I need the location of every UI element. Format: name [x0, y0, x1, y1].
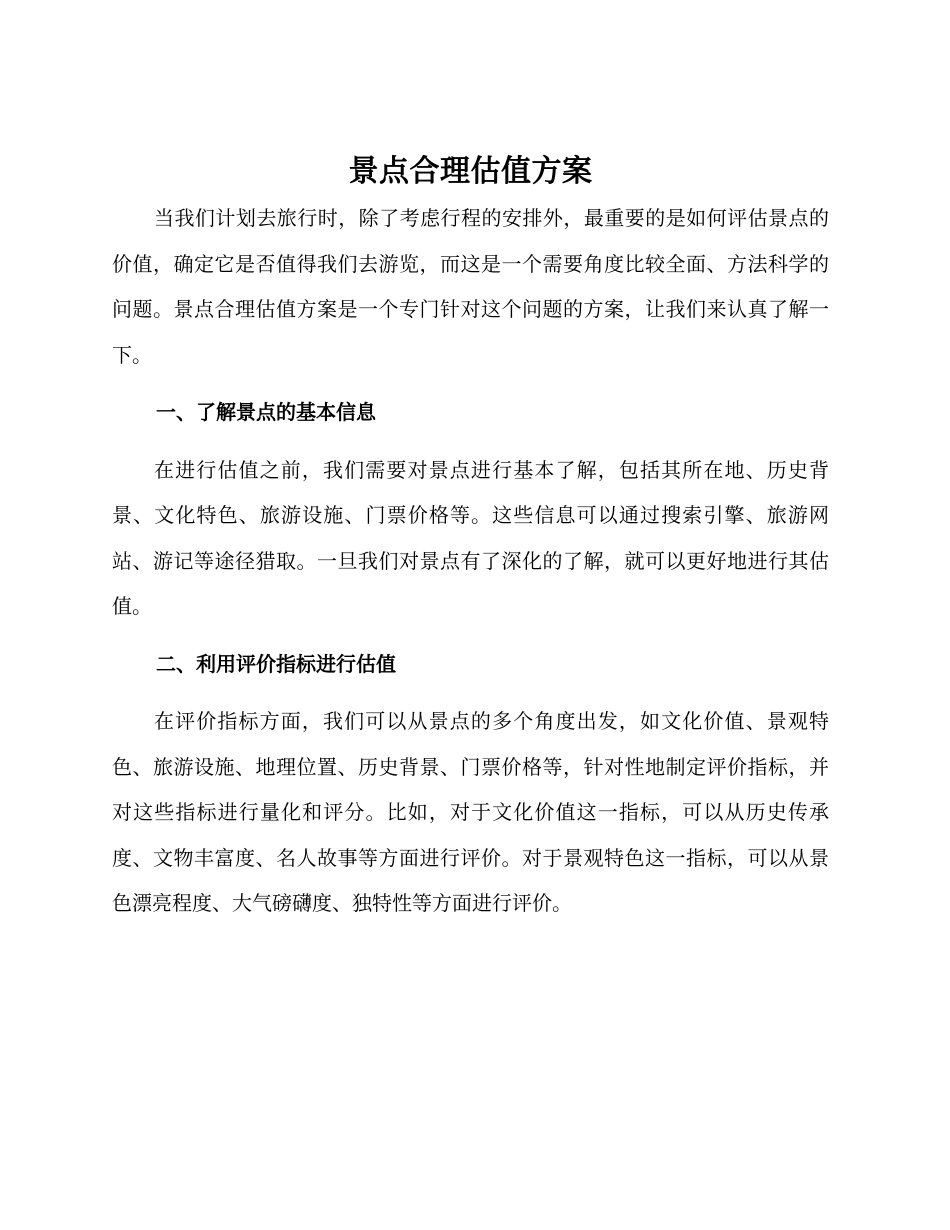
document-page: [112, 148, 829, 927]
section-heading-1: 一、了解景点的基本信息: [156, 400, 376, 424]
intro-paragraph: 当我们计划去旅行时，除了考虑行程的安排外，最重要的是如何评估景点的价值，确定它是否值得我们去游览，而这是一个需要角度比较全面、方法科学的问题。景点合理估值方案是一个专门针对这个问题的方案，让我们来认真了解一下。: [112, 206, 829, 367]
document-title: 景点合理估值方案: [348, 154, 593, 189]
section-body-2: 在评价指标方面，我们可以从景点的多个角度出发，如文化价值、景观特色、旅游设施、地理位置、历史背景、门票价格等，针对性地制定评价指标，并对这些指标进行量化和评分。比如，对于文化价值这一指标，可以从历史传承度、文物丰富度、名人故事等方面进行评价。对于景观特色这一指标，可以从景色漂亮程度、大气磅礴度、独特性等方面进行评价。: [112, 709, 829, 915]
section-heading-2: 二、利用评价指标进行估值: [156, 651, 396, 676]
section-body-1: 在进行估值之前，我们需要对景点进行基本了解，包括其所在地、历史背景、文化特色、旅游设施、门票价格等。这些信息可以通过搜索引擎、旅游网站、游记等途径猎取。一旦我们对景点有了深化的了解，就可以更好地进行其估值。: [112, 457, 829, 618]
